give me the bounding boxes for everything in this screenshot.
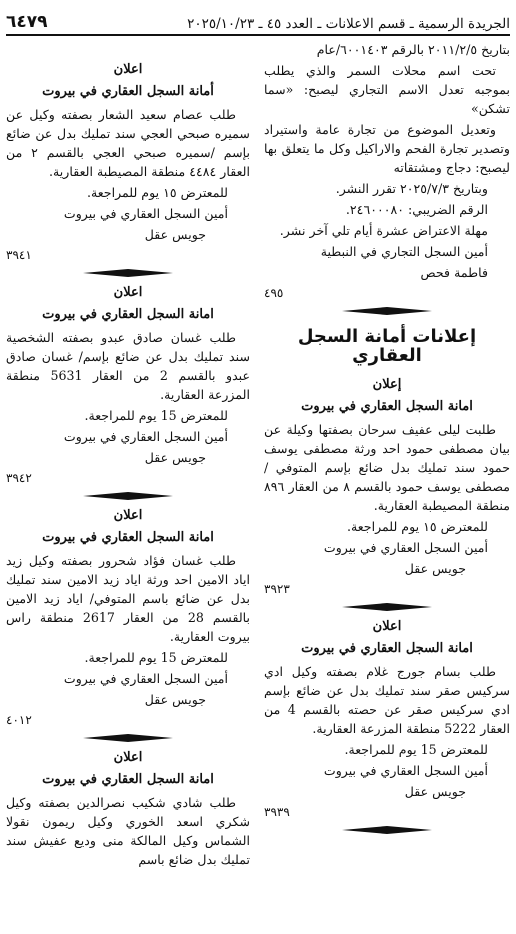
- section-title: إعلانات أمانة السجل العقاري: [297, 326, 477, 366]
- notice-registry-name: امانة السجل العقاري في بيروت: [42, 307, 214, 322]
- continued-tax-number: الرقم الضريبي: ٢٤٦٠٠٠٨٠.: [345, 202, 488, 217]
- notice-signer-name: جويس عقل: [404, 561, 466, 576]
- notice-review-period: للمعترض ١٥ يوم للمراجعة.: [346, 519, 488, 534]
- notice-signer-title: أمين السجل العقاري في بيروت: [63, 671, 228, 686]
- notice-signer-name: جويس عقل: [144, 692, 206, 707]
- notice-signer-name: جويس عقل: [144, 227, 206, 242]
- notice-review-period: للمعترض 15 يوم للمراجعة.: [84, 408, 228, 423]
- notice-review-period: للمعترض 15 يوم للمراجعة.: [84, 650, 228, 665]
- divider-ornament: [6, 269, 250, 277]
- continued-objection-deadline: مهلة الاعتراض عشرة أيام تلي آخر نشر.: [279, 223, 488, 238]
- notice-body: طلب بسام جورج غلام بصفته وكيل ادي سركيس صقر سند تمليك بدل عن ضائع بإسم ادي سركيس صقر عن حصته بالقسم 4 من العقار 5222 منطقة المزرعة العقارية.: [264, 664, 510, 736]
- notice-body: طلب غسان صادق عبدو بصفته الشخصية سند تمليك بدل عن ضائع بإسم/ غسان صادق عبدو بالقسم 2 من العقار 5631 منطقة المزرعة العقارية.: [6, 330, 250, 402]
- continued-publish-date: وبتاريخ ٢٠٢٥/٧/٣ تقرر النشر.: [335, 181, 488, 196]
- left-column: [6, 40, 250, 871]
- gazette-title: الجريدة الرسمية ـ قسم الاعلانات ـ العدد ٤٥ ـ ٢٠٢٥/١٠/٢٣: [187, 16, 510, 32]
- continued-trade-name-paragraph: تحت اسم محلات السمر والذي يطلب بموجبه تعدل الاسم التجاري ليصبح: «سما تشكن»: [264, 63, 510, 116]
- notice-signer-name: جويس عقل: [144, 450, 206, 465]
- divider-ornament: [264, 826, 510, 834]
- notice-registry-name: أمانة السجل العقاري في بيروت: [42, 84, 214, 99]
- page-header: [6, 6, 510, 36]
- continued-registration-line: بتاريخ ٢٠١١/٢/٥ بالرقم ٦٠٠١٤٠٣/عام: [316, 42, 510, 57]
- notice-heading: اعلان: [113, 62, 143, 77]
- notice-heading: اعلان: [113, 750, 143, 765]
- notice-body: طلبت ليلى عفيف سرحان بصفتها وكيلة عن بيان مصطفى حمود احد ورثة مصطفى يوسف حمود سند تمليك بدل ضائع بإسم المتوفي /مصطفى يوسف حمود بالقسم ٨ من العقار ٨٩٦ منطقة المصيطبة العقارية.: [264, 422, 511, 513]
- notice-registry-name: امانة السجل العقاري في بيروت: [42, 530, 214, 545]
- notice-review-period: للمعترض 15 يوم للمراجعة.: [344, 742, 488, 757]
- notice-review-period: للمعترض ١٥ يوم للمراجعة.: [86, 185, 228, 200]
- continued-signer-name: فاطمة فحص: [420, 265, 488, 280]
- notice-heading: إعلان: [372, 377, 402, 392]
- notice-number: ٣٩٣٩: [264, 805, 290, 819]
- notice-signer-name: جويس عقل: [404, 784, 466, 799]
- notice-body: طلب غسان فؤاد شحرور بصفته وكيل زيد اياد الامين احد ورثة اياد زيد الامين سند تمليك بدل عن ضائع باسم المتوفي/ اياد زيد الامين بالقسم 28 من العقار 2617 منطقة راس بيروت العقارية.: [6, 553, 250, 644]
- divider-ornament: [264, 307, 510, 315]
- continued-activity-paragraph: وتعديل الموضوع من تجارة عامة واستيراد وتصدير تجارة الفحم والاراكيل وكل ما يتعلق بها ليصبح: دجاج ومشتقاته: [264, 122, 510, 175]
- notice-body: طلب شادي شكيب نصرالدين بصفته وكيل شكري اسعد الخوري وكيل ريمون نقولا الشماس وكيل المالكة منى وديع عفيش سند تمليك بدل ضائع باسم: [6, 795, 250, 867]
- notice-number: ٣٩٢٣: [264, 582, 290, 596]
- continued-signer-title: أمين السجل التجاري في النبطية: [320, 244, 488, 259]
- notice-signer-title: أمين السجل العقاري في بيروت: [63, 429, 228, 444]
- notice-heading: اعلان: [372, 619, 402, 634]
- page-number: ٦٤٧٩: [6, 12, 48, 32]
- divider-ornament: [6, 492, 250, 500]
- notice-body: طلب عصام سعيد الشعار بصفته وكيل عن سميره صبحي العجي سند تمليك بدل عن ضائع بإسم /سميره صبحي العجي بالقسم ٢ من العقار ٤٤٨٤ منطقة المصيطبة العقارية.: [6, 107, 250, 179]
- divider-ornament: [6, 734, 250, 742]
- right-column: [264, 40, 510, 840]
- notice-signer-title: أمين السجل العقاري في بيروت: [63, 206, 228, 221]
- notice-signer-title: أمين السجل العقاري في بيروت: [323, 540, 488, 555]
- notice-heading: اعلان: [113, 508, 143, 523]
- notice-registry-name: امانة السجل العقاري في بيروت: [42, 772, 214, 787]
- divider-ornament: [264, 603, 510, 611]
- notice-number: ٣٩٤١: [6, 248, 32, 262]
- notice-number: ٤٠١٢: [6, 713, 32, 727]
- continued-notice-number: ٤٩٥: [264, 286, 284, 300]
- notice-registry-name: امانة السجل العقاري في بيروت: [301, 399, 473, 414]
- notice-signer-title: أمين السجل العقاري في بيروت: [323, 763, 488, 778]
- notice-registry-name: امانة السجل العقاري في بيروت: [301, 641, 473, 656]
- notice-number: ٣٩٤٢: [6, 471, 32, 485]
- notice-heading: اعلان: [113, 285, 143, 300]
